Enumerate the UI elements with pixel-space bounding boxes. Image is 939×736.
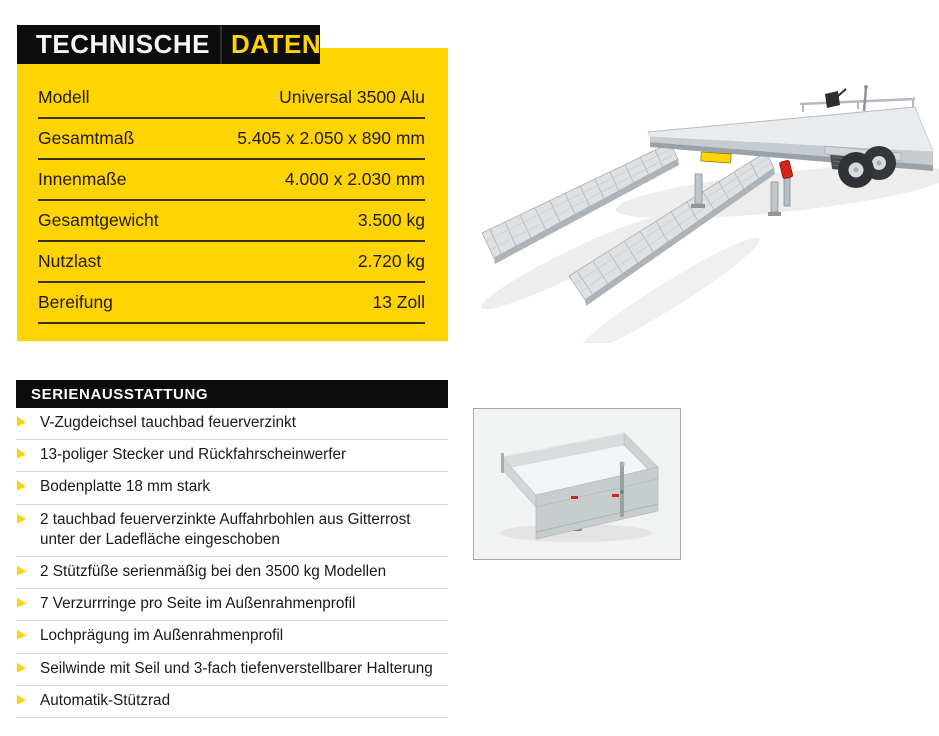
list-item (16, 505, 448, 557)
row-value: Universal 3500 Alu (279, 87, 425, 107)
tech-header-part1: TECHNISCHE (36, 29, 211, 59)
feature-text: V-Zugdeichsel tauchbad feuerverzinkt (40, 414, 296, 431)
feature-text: Bodenplatte 18 mm stark (40, 478, 211, 496)
table-row (38, 119, 425, 160)
list-item (16, 621, 448, 653)
triangle-right-icon (17, 565, 26, 576)
technical-data-header (17, 25, 320, 64)
feature-text: Automatik-Stützrad (40, 691, 171, 709)
feature-text: 13-poliger Stecker und Rückfahrscheinwerfer (40, 446, 347, 464)
table-row (38, 201, 425, 242)
standard-equipment-section (16, 380, 448, 718)
tech-header-part2: DATEN (231, 29, 322, 59)
feature-text: Seilwinde mit Seil und 3-fach tiefenverstellbarer Halterung (40, 659, 433, 677)
list-item (16, 686, 448, 718)
row-value: 3.500 kg (357, 210, 425, 230)
table-row (38, 78, 425, 119)
triangle-right-icon (17, 513, 26, 524)
feature-text: 7 Verzurrringe pro Seite im Außenrahmenprofil (40, 595, 356, 613)
triangle-right-icon (17, 662, 26, 673)
row-value: 2.720 kg (357, 251, 425, 271)
row-label: Gesamtmaß (38, 128, 135, 148)
row-value: 4.000 x 2.030 mm (284, 169, 425, 189)
row-label: Modell (38, 87, 90, 107)
feature-text: 2 tauchbad feuerverzinkte Auffahrbohlen aus Gitterrost unter der Ladefläche eingeschoben (40, 510, 411, 548)
row-value: 5.405 x 2.050 x 890 mm (237, 128, 425, 148)
feature-text: 2 Stützfüße serienmäßig bei den 3500 kg Modellen (40, 562, 387, 580)
features-list (16, 408, 448, 718)
triangle-right-icon (17, 449, 26, 460)
row-label: Gesamtgewicht (38, 210, 159, 230)
table-row (38, 242, 425, 283)
features-title: SERIENAUSSTATTUNG (31, 385, 209, 403)
flatbed-trailer-photo (473, 408, 681, 560)
feature-text: Lochprägung im Außenrahmenprofil (40, 627, 284, 645)
row-label: Nutzlast (38, 251, 102, 271)
table-row (38, 160, 425, 201)
trailer-with-ramps-photo (473, 58, 939, 343)
triangle-right-icon (17, 630, 26, 641)
triangle-right-icon (17, 417, 26, 428)
list-item (16, 557, 448, 589)
row-value: 13 Zoll (372, 292, 425, 312)
header-divider (220, 25, 222, 64)
technical-data-table (17, 48, 448, 341)
list-item (16, 589, 448, 621)
features-title-bar (16, 380, 448, 408)
list-item (16, 408, 448, 440)
triangle-right-icon (17, 598, 26, 609)
triangle-right-icon (17, 481, 26, 492)
table-row (38, 283, 425, 324)
triangle-right-icon (17, 694, 26, 705)
list-item (16, 440, 448, 472)
list-item (16, 472, 448, 504)
list-item (16, 654, 448, 686)
row-label: Bereifung (38, 292, 113, 312)
row-label: Innenmaße (38, 169, 127, 189)
